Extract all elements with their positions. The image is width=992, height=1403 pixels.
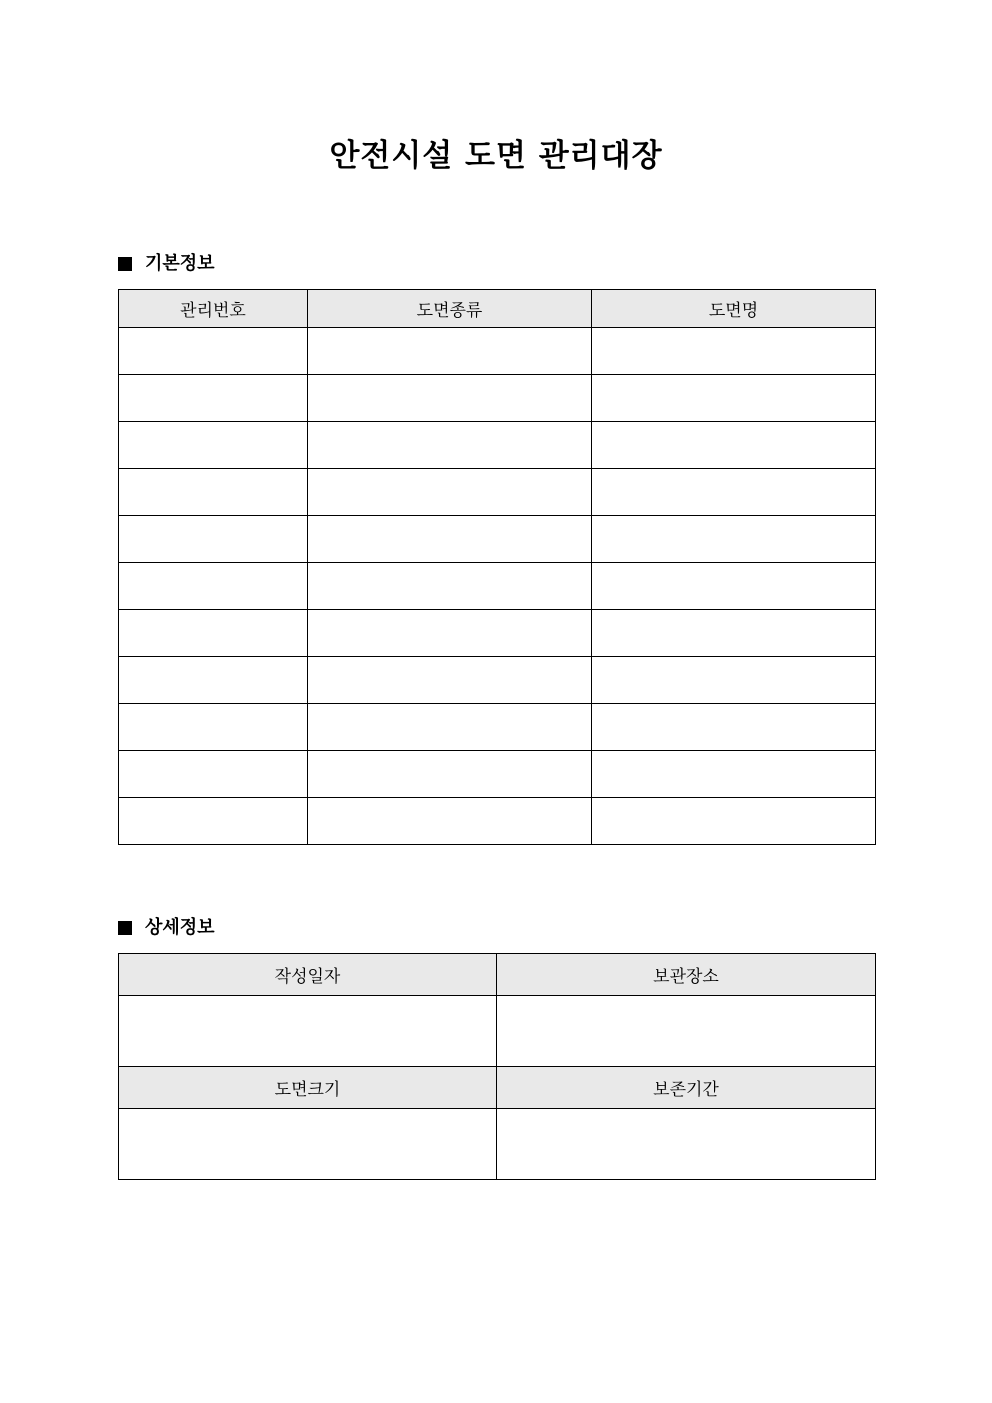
table-row [119,516,876,563]
management-number-cell[interactable] [119,751,308,798]
drawing-type-cell[interactable] [308,798,592,845]
management-number-cell[interactable] [119,328,308,375]
drawing-type-cell[interactable] [308,516,592,563]
management-number-cell[interactable] [119,657,308,704]
square-bullet-icon [118,921,132,935]
detail-info-table [118,953,876,1180]
drawing-name-cell[interactable] [592,704,876,751]
table-row [119,375,876,422]
drawing-size-field[interactable] [119,1109,497,1180]
column-header-management-number: 관리번호 [119,290,308,328]
drawing-name-cell[interactable] [592,610,876,657]
management-number-cell[interactable] [119,469,308,516]
table-row [119,469,876,516]
table-row [119,328,876,375]
drawing-name-cell[interactable] [592,469,876,516]
drawing-name-cell[interactable] [592,798,876,845]
drawing-type-cell[interactable] [308,469,592,516]
management-number-cell[interactable] [119,375,308,422]
management-number-cell[interactable] [119,422,308,469]
column-header-drawing-name: 도면명 [592,290,876,328]
management-number-cell[interactable] [119,610,308,657]
drawing-type-cell[interactable] [308,328,592,375]
drawing-type-cell[interactable] [308,751,592,798]
drawing-type-cell[interactable] [308,375,592,422]
drawing-name-cell[interactable] [592,375,876,422]
table-row [119,798,876,845]
table-row [119,704,876,751]
table-header-row [119,290,876,328]
creation-date-label: 작성일자 [119,954,497,996]
drawing-type-cell[interactable] [308,657,592,704]
table-row [119,563,876,610]
creation-date-field[interactable] [119,996,497,1067]
retention-period-label: 보존기간 [497,1067,876,1109]
management-number-cell[interactable] [119,516,308,563]
drawing-name-cell[interactable] [592,657,876,704]
basic-info-heading-label: 기본정보 [145,253,215,274]
page-title: 안전시설 도면 관리대장 [329,138,663,174]
drawing-name-cell[interactable] [592,751,876,798]
detail-label-row [119,1067,876,1109]
drawing-type-cell[interactable] [308,610,592,657]
basic-info-table [118,289,876,845]
square-bullet-icon [118,257,132,271]
storage-location-field[interactable] [497,996,876,1067]
detail-info-heading [118,916,215,940]
table-row [119,751,876,798]
management-number-cell[interactable] [119,798,308,845]
retention-period-field[interactable] [497,1109,876,1180]
table-row [119,657,876,704]
column-header-drawing-type: 도면종류 [308,290,592,328]
detail-value-row [119,1109,876,1180]
drawing-name-cell[interactable] [592,563,876,610]
storage-location-label: 보관장소 [497,954,876,996]
drawing-name-cell[interactable] [592,422,876,469]
detail-info-heading-label: 상세정보 [145,917,215,938]
drawing-type-cell[interactable] [308,563,592,610]
table-row [119,610,876,657]
drawing-size-label: 도면크기 [119,1067,497,1109]
basic-info-heading [118,252,215,276]
detail-label-row [119,954,876,996]
management-number-cell[interactable] [119,563,308,610]
drawing-name-cell[interactable] [592,516,876,563]
drawing-name-cell[interactable] [592,328,876,375]
management-number-cell[interactable] [119,704,308,751]
drawing-type-cell[interactable] [308,422,592,469]
drawing-type-cell[interactable] [308,704,592,751]
table-row [119,422,876,469]
detail-value-row [119,996,876,1067]
